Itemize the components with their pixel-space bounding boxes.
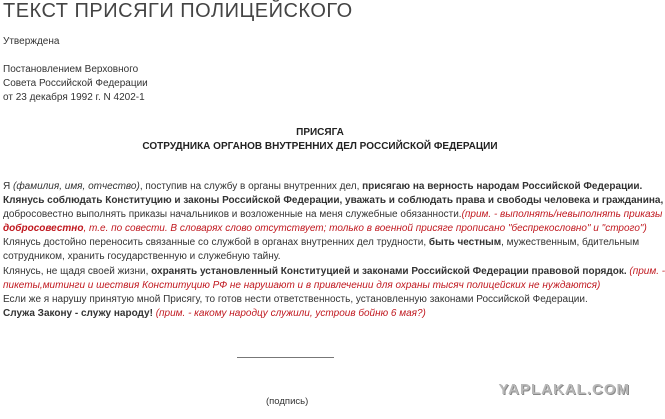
resolution-line-1: Постановлением Верховного <box>3 64 139 75</box>
approved-label: Утверждена <box>3 36 60 47</box>
oath-line-9 <box>3 293 637 307</box>
oath-emphasis: охранять установленный Конституцией и законами Российской Федерации правовой порядок. <box>151 265 627 277</box>
site-watermark: YAPLAKAL.COM <box>498 381 630 398</box>
oath-text-fragment: добросовестно выполнять приказы начальников и возложенные на меня служебные обязанности. <box>3 209 462 221</box>
oath-heading-2: СОТРУДНИКА ОРГАНОВ ВНУТРЕННИХ ДЕЛ РОССИЙСКОЙ ФЕДЕРАЦИИ <box>142 141 498 152</box>
oath-text-fragment: сотрудником, хранить государственную и служебную тайну. <box>3 251 281 263</box>
oath-text-fragment: Я <box>3 181 13 192</box>
annotation-note: (прим. - какому народцу служили, устроив бойню 6 мая?) <box>152 307 426 319</box>
annotation-note: (прим. - <box>626 265 665 277</box>
resolution-line-3: от 23 декабря 1992 г. N 4202-1 <box>3 92 145 103</box>
oath-emphasis: присягаю на верность народам Российской Федерации. <box>362 181 643 192</box>
annotation-note: , т.е. по совести. В словарях слово отсутствует; только в военной присяге прописано "беспрекословно" и "строго") <box>83 223 647 235</box>
oath-text-fragment: Клянусь достойно переносить связанные со службой в органах внутренних дел трудности, <box>3 237 429 249</box>
page-title: ТЕКСТ ПРИСЯГИ ПОЛИЦЕЙСКОГО <box>3 0 353 22</box>
oath-text-fragment: , мужественным, бдительным <box>501 237 640 249</box>
signature-line <box>237 357 334 358</box>
annotation-emphasis: добросовестно <box>3 223 84 235</box>
oath-placeholder-name: (фамилия, имя, отчество) <box>13 181 140 192</box>
oath-emphasis: быть честным <box>428 237 502 249</box>
oath-heading-1: ПРИСЯГА <box>296 127 344 138</box>
oath-line-3 <box>3 208 663 222</box>
annotation-note: пикеты,митинги и шествия Конституцию РФ не нарушают и в привлечении для охраны тысяч полицейских не нуждаются) <box>3 279 601 291</box>
signature-label: (подпись) <box>266 396 309 407</box>
oath-text-fragment: , поступив на службу в органы внутренних дел, <box>139 181 363 192</box>
oath-emphasis: Клянусь соблюдать Конституцию и законы Российской Федерации, уважать и соблюдать права и свободы человека и гражданина, <box>3 195 664 207</box>
oath-line-2 <box>3 194 664 208</box>
oath-line-4 <box>3 222 647 236</box>
oath-line-7 <box>3 265 665 279</box>
oath-text <box>3 180 665 321</box>
oath-line-10 <box>3 307 637 321</box>
annotation-note: (прим. - выполнять/невыполнять приказы <box>461 209 663 221</box>
oath-line-6 <box>3 250 637 264</box>
oath-line-5 <box>3 236 640 250</box>
oath-text-fragment: Клянусь, не щадя своей жизни, <box>3 265 152 277</box>
oath-motto: Служа Закону - служу народу! <box>3 307 153 319</box>
oath-line-1 <box>3 180 643 194</box>
oath-line-8 <box>3 279 637 293</box>
oath-text-fragment: Если же я нарушу принятую мной Присягу, то готов нести ответственность, установленную законами Российской Федерации. <box>3 293 588 305</box>
resolution-line-2: Совета Российской Федерации <box>3 78 148 89</box>
